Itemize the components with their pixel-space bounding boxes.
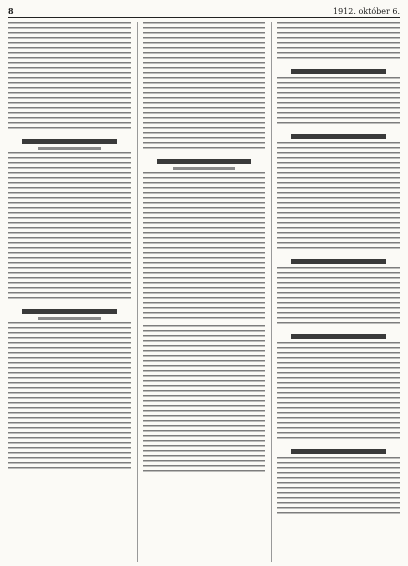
article: [277, 330, 400, 442]
masthead: [8, 6, 400, 18]
article-headline: [291, 334, 386, 339]
article-body: [277, 142, 400, 252]
article: [277, 255, 400, 327]
article-body: [8, 22, 131, 132]
article-body: [143, 172, 266, 322]
article: [277, 22, 400, 62]
article-body: [277, 267, 400, 327]
article-body: [8, 152, 131, 302]
text-columns: [8, 22, 400, 562]
article: [143, 22, 266, 152]
article-headline: [157, 159, 252, 164]
column-1: [8, 22, 131, 562]
article: [8, 305, 131, 472]
article-subhead: [38, 147, 101, 150]
issue-date: 1912. október 6.: [333, 7, 400, 16]
article-body: [143, 325, 266, 475]
article: [277, 65, 400, 127]
article: [277, 445, 400, 517]
article: [143, 155, 266, 322]
article-headline: [22, 139, 117, 144]
column-3: [271, 22, 400, 562]
article: [8, 135, 131, 302]
column-2: [137, 22, 266, 562]
page-number: 8: [8, 6, 14, 16]
article-body: [277, 457, 400, 517]
article: [8, 22, 131, 132]
article: [277, 130, 400, 252]
article: [143, 325, 266, 475]
article-subhead: [173, 167, 236, 170]
article-subhead: [38, 317, 101, 320]
article-headline: [22, 309, 117, 314]
article-body: [277, 22, 400, 62]
article-headline: [291, 449, 386, 454]
article-body: [143, 22, 266, 152]
article-body: [8, 322, 131, 472]
article-headline: [291, 259, 386, 264]
article-body: [277, 342, 400, 442]
article-headline: [291, 69, 386, 74]
article-body: [277, 77, 400, 127]
article-headline: [291, 134, 386, 139]
